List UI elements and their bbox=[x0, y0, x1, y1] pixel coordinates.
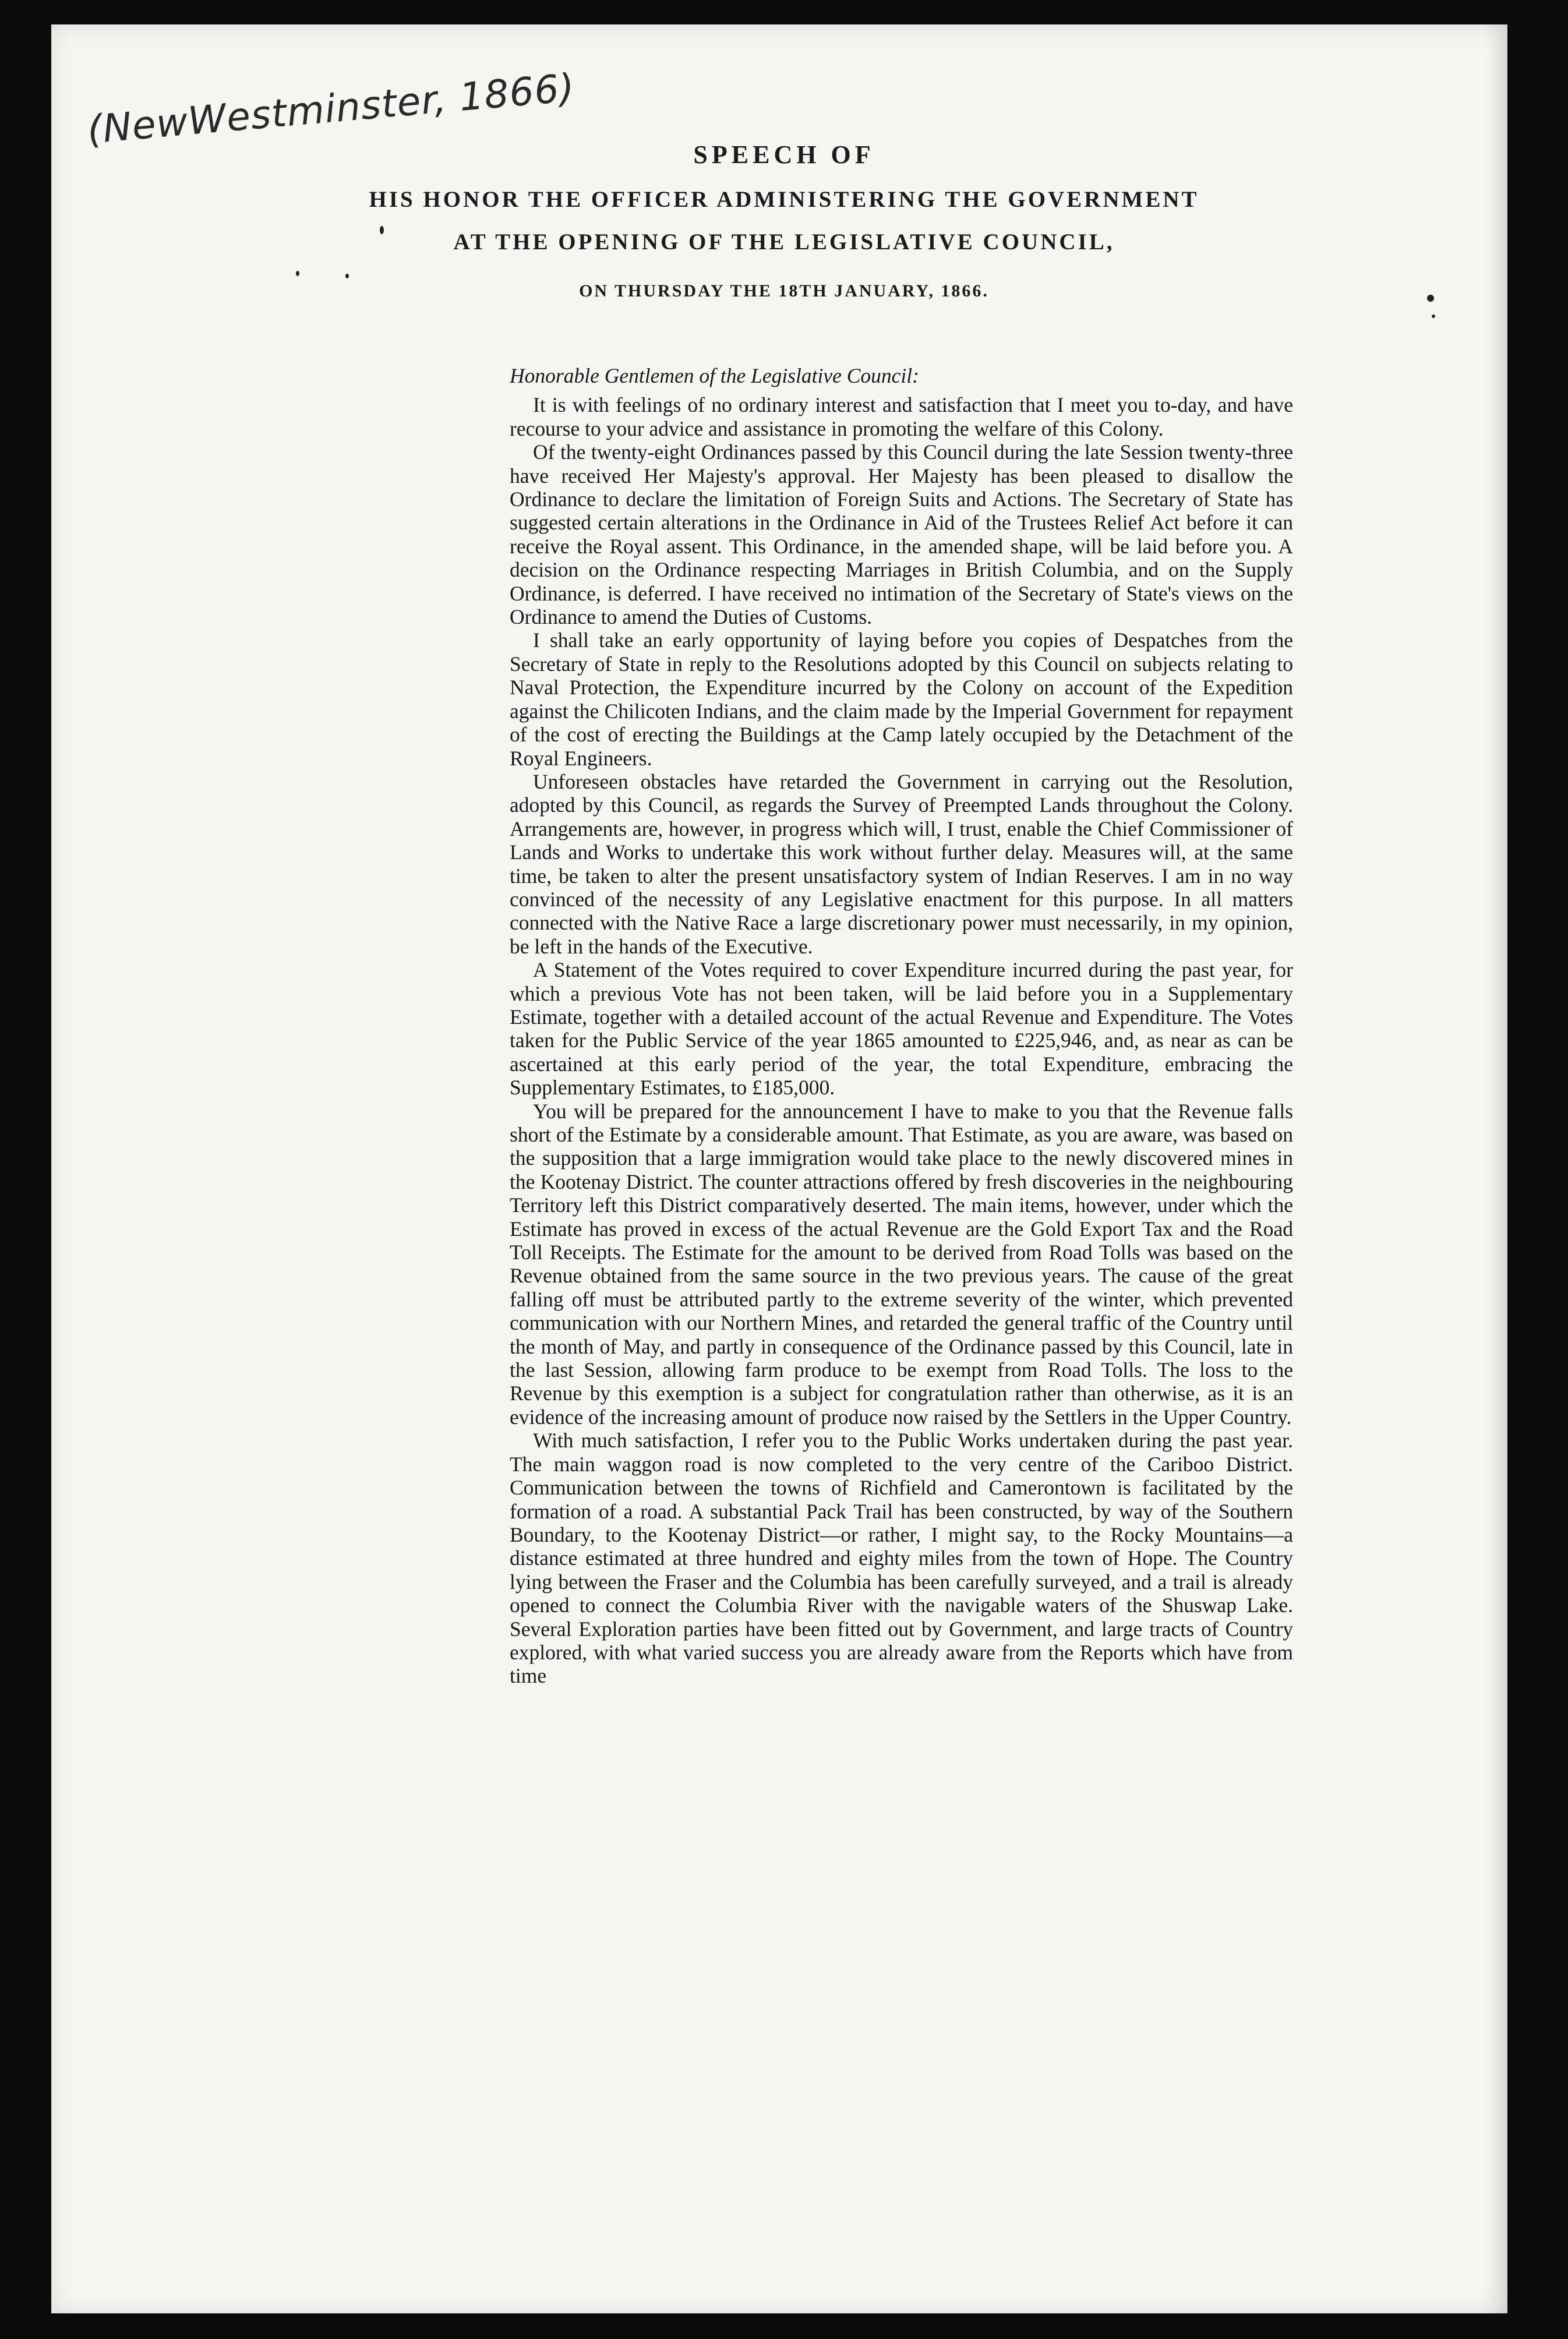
paragraph: It is with feelings of no ordinary interest and satisfaction that I meet you to-day, and have recourse to your advice and assistance in promoting the welfare of this Colony. bbox=[510, 393, 1293, 440]
document-date-line: ON THURSDAY THE 18TH JANUARY, 1866. bbox=[579, 281, 989, 301]
paragraph: A Statement of the Votes required to cover Expenditure incurred during the past year, for which a previous Vote has not been taken, will be laid before you in a Supplementary Estimate, together with a detailed account of the actual Revenue and Expenditure. The Votes taken for the Public Service of the year 1865 amounted to £225,946, and, as near as can be ascertained at this early period of the year, the total Expenditure, embracing the Supplementary Estimates, to £185,000. bbox=[510, 958, 1293, 1100]
speech-body bbox=[510, 364, 1293, 1688]
paragraph: You will be prepared for the announcement I have to make to you that the Revenue falls short of the Estimate by a considerable amount. That Estimate, as you are aware, was based on the supposition that a large immigration would take place to the newly discovered mines in the Kootenay District. The counter attractions offered by fresh discoveries in the neighbouring Territory left this District comparatively deserted. The main items, however, under which the Estimate has proved in excess of the actual Revenue are the Gold Export Tax and the Road Toll Receipts. The Estimate for the amount to be derived from Road Tolls was based on the Revenue obtained from the same source in the two previous years. The cause of the great falling off must be attributed partly to the extreme severity of the winter, which prevented communication with our Northern Mines, and retarded the general traffic of the Country until the month of May, and partly in consequence of the Ordinance passed by this Council, late in the last Session, allowing farm produce to be exempt from Road Tolls. The loss to the Revenue by this exemption is a subject for congratulation rather than otherwise, as it is an evidence of the increasing amount of produce now raised by the Settlers in the Upper Country. bbox=[510, 1099, 1293, 1429]
paragraph: Unforeseen obstacles have retarded the Government in carrying out the Resolution, adopted by this Council, as regards the Survey of Preempted Lands throughout the Colony. Arrangements are, however, in progress which will, I trust, enable the Chief Commissioner of Lands and Works to undertake this work without further delay. Measures will, at the same time, be taken to alter the present unsatisfactory system of Indian Reserves. I am in no way convinced of the necessity of any Legislative enactment for this purpose. In all matters connected with the Native Race a large discretionary power must necessarily, in my opinion, be left in the hands of the Executive. bbox=[510, 769, 1293, 958]
handwritten-annotation: (NewWestminster, 1866) bbox=[85, 65, 577, 153]
paragraph: I shall take an early opportunity of laying before you copies of Despatches from the Secretary of State in reply to the Resolutions adopted by this Council on subjects relating to Naval Protection, the Expenditure incurred by the Colony on account of the Expedition against the Chilicoten Indians, and the claim made by the Imperial Government for repayment of the cost of erecting the Buildings at the Camp lately occupied by the Detachment of the Royal Engineers. bbox=[510, 628, 1293, 770]
paragraph: With much satisfaction, I refer you to the Public Works undertaken during the past year. The main waggon road is now completed to the very centre of the Cariboo District. Communication between the towns of Richfield and Camerontown is facilitated by the formation of a road. A substantial Pack Trail has been constructed, by way of the Southern Boundary, to the Kootenay District—or rather, I might say, to the Rocky Mountains—a distance estimated at three hundred and eighty miles from the town of Hope. The Country lying between the Fraser and the Columbia has been carefully surveyed, and a trail is already opened to connect the Columbia River with the navigable waters of the Shuswap Lake. Several Exploration parties have been fitted out by Government, and large tracts of Country explored, with what varied success you are already aware from the Reports which have from time bbox=[510, 1429, 1293, 1688]
ink-speck bbox=[296, 271, 299, 276]
document-title: SPEECH OF bbox=[693, 140, 875, 169]
ink-speck bbox=[1432, 315, 1435, 318]
paragraph: Of the twenty-eight Ordinances passed by this Council during the late Session twenty-three have received Her Majesty's approval. Her Majesty has been pleased to disallow the Ordinance to declare the limitation of Foreign Suits and Actions. The Secretary of State has suggested certain alterations in the Ordinance in Aid of the Trustees Relief Act before it can receive the Royal assent. This Ordinance, in the amended shape, will be laid before you. A decision on the Ordinance respecting Marriages in British Columbia, and on the Supply Ordinance, is deferred. I have received no intimation of the Secretary of State's views on the Ordinance to amend the Duties of Customs. bbox=[510, 440, 1293, 629]
document-subtitle-line2: AT THE OPENING OF THE LEGISLATIVE COUNCIL, bbox=[453, 229, 1115, 255]
document-subtitle-line1: HIS HONOR THE OFFICER ADMINISTERING THE GOVERNMENT bbox=[369, 187, 1199, 212]
salutation: Honorable Gentlemen of the Legislative Council: bbox=[510, 364, 919, 387]
ink-speck bbox=[345, 274, 349, 278]
page-edge-shadow bbox=[1484, 24, 1507, 2313]
